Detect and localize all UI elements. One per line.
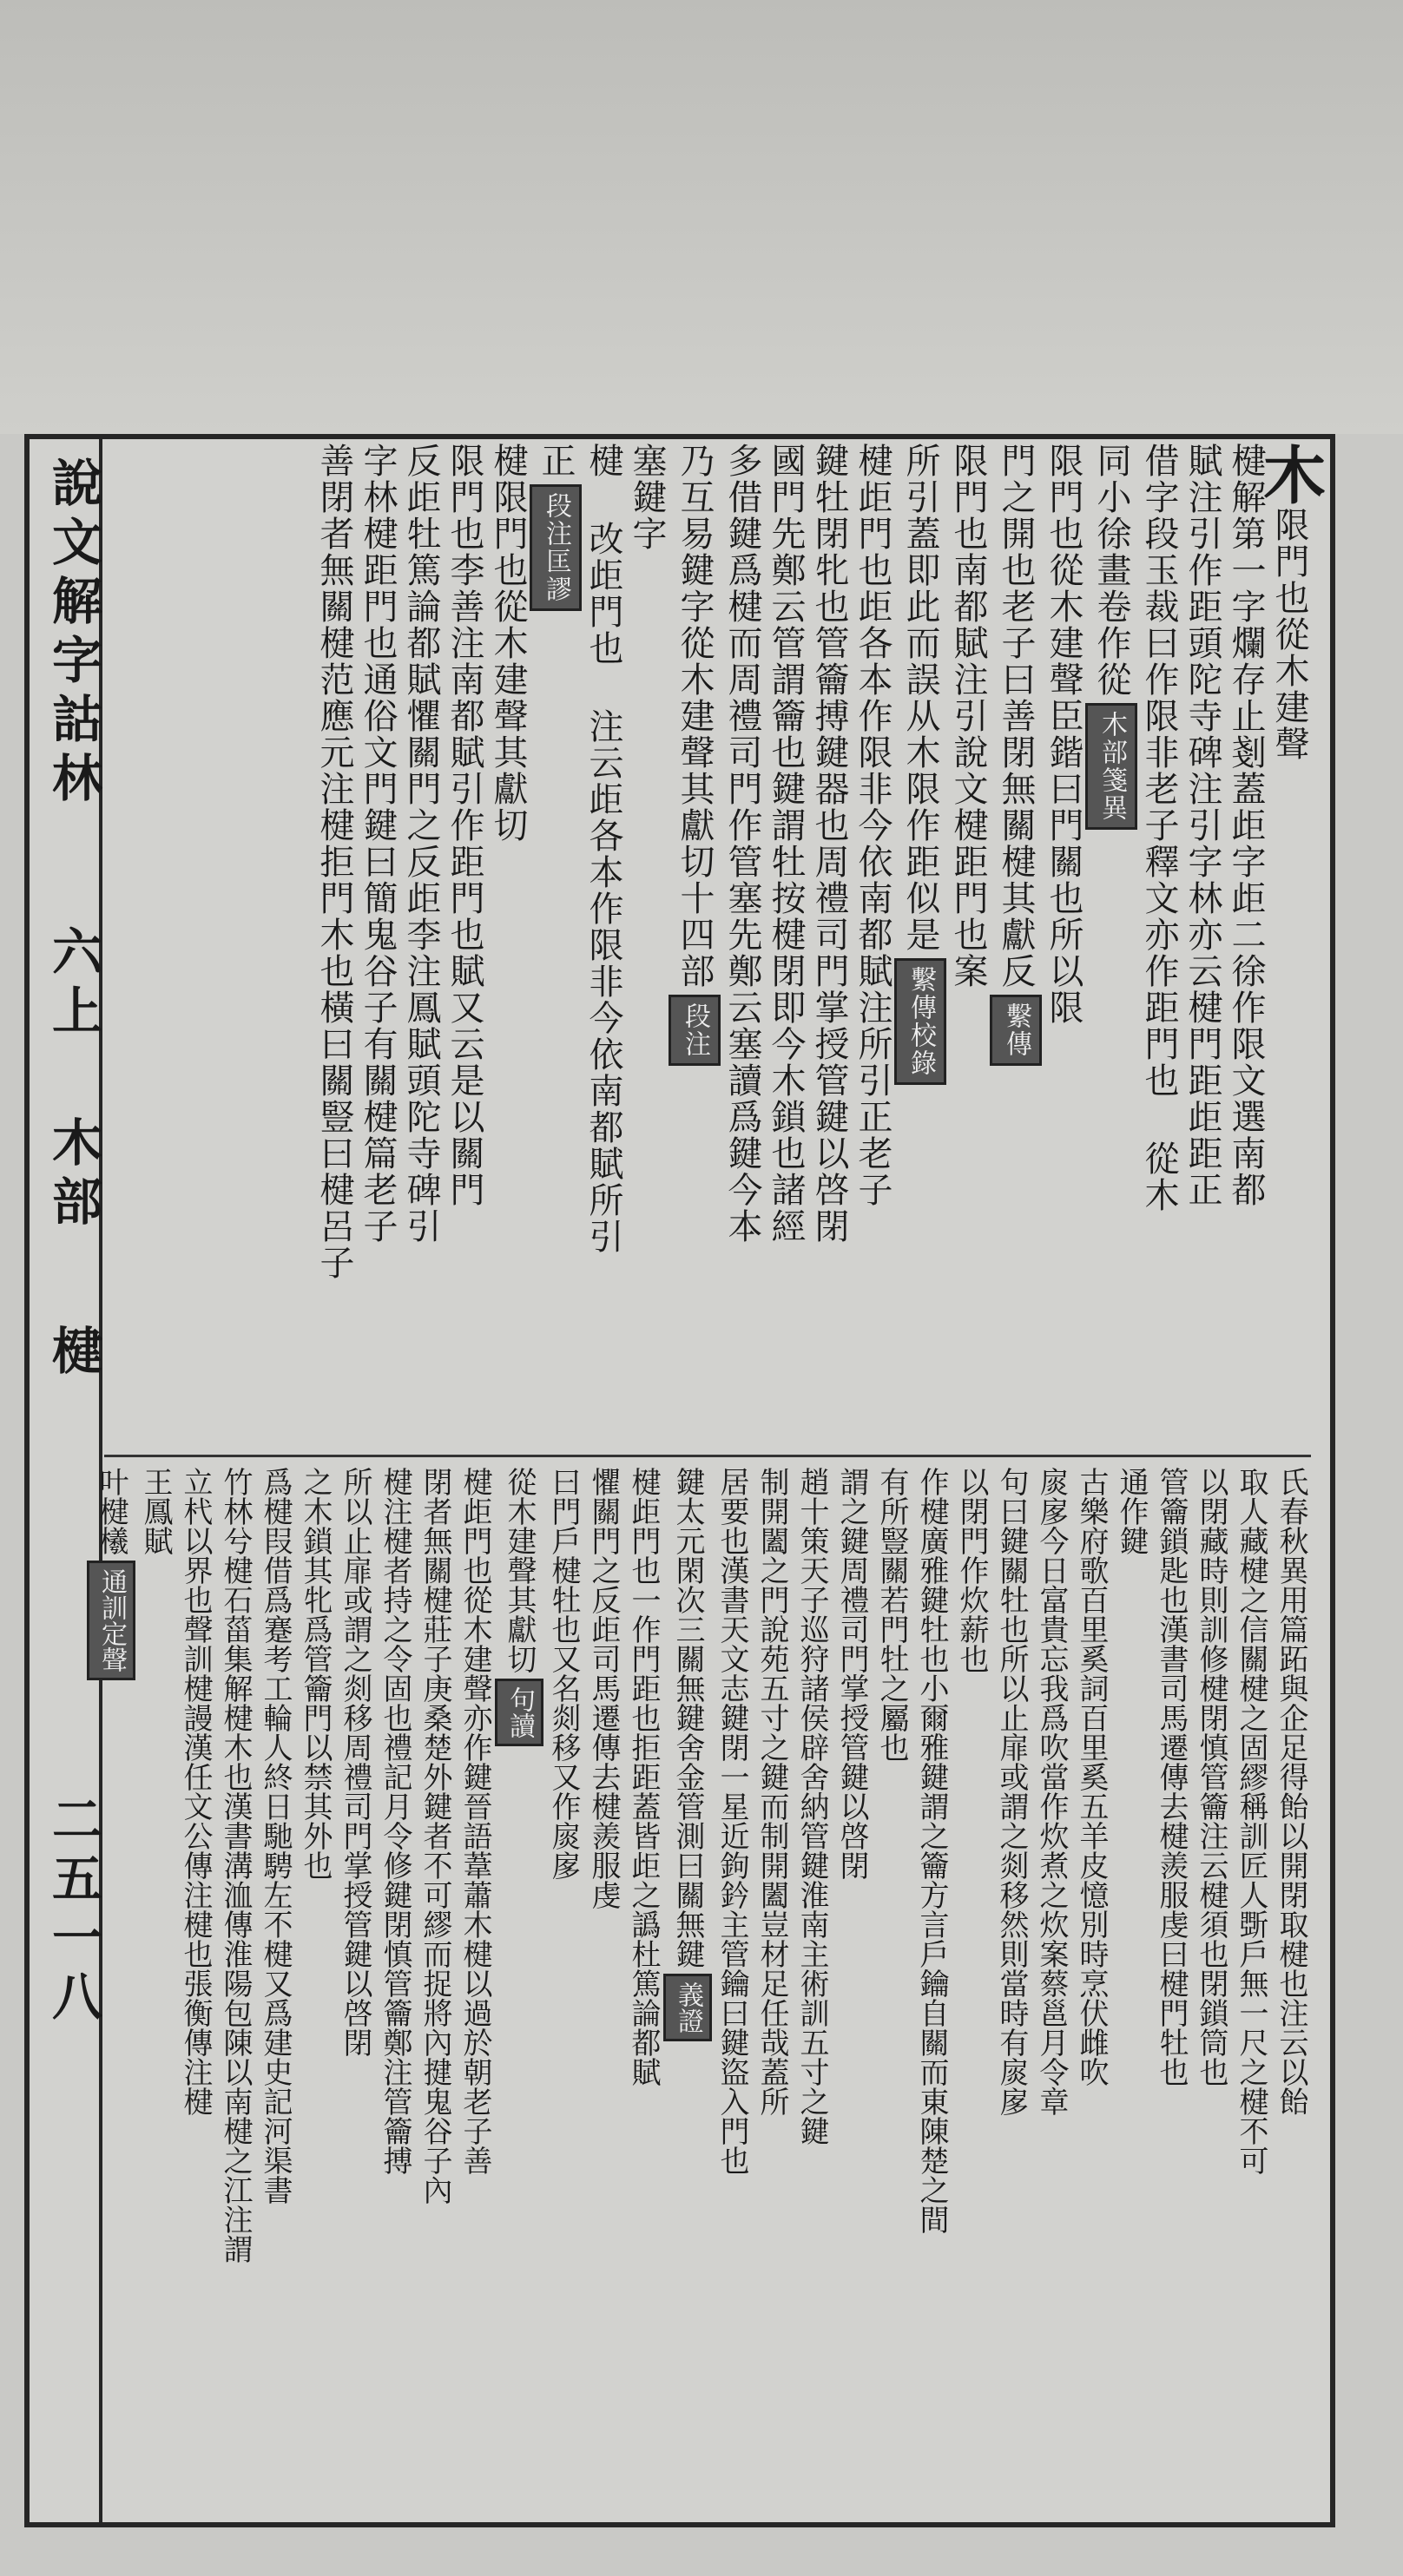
text-column: 管籥鎖匙也漢書司馬遷傳去楗羨服虔曰楗門牡也 (1154, 1467, 1189, 2086)
text-column: 古樂府歌百里奚詞百里奚五羊皮憶別時烹伏雌吹 (1074, 1467, 1109, 2086)
text-column: 王鳳賦 (138, 1467, 173, 1555)
text-column: 扊扅今日富貴忘我爲吹當作炊煮之炊案蔡邕月令章 (1034, 1467, 1069, 2116)
text-column: 句曰鍵關牡也所以止扉或謂之剡移然則當時有扊扅 (994, 1467, 1029, 2116)
text-column: 楗歫門也歫各本作限非今依南都賦注所引正老子 (853, 443, 893, 1208)
text-column: 謂之鍵周禮司門掌授管鍵以啓閉 (834, 1467, 869, 1880)
upper-text-block (104, 443, 1327, 1449)
text-column: 叶楗㰕 (94, 1467, 128, 1555)
text-column: 反歫牡篤論都賦懼關門之反歫李注鳳賦頭陀寺碑引 (401, 443, 441, 1245)
text-column: 以閉藏時則訓修楗閉慎管籥注云楗須也閉鎖筒也 (1194, 1467, 1228, 2086)
text-column: 楗解第一字爛存止剗蓋歫字歫二徐作限文選南都 (1226, 443, 1266, 1208)
text-column: 爲楗叚借爲蹇考工輪人終日馳騁左不楗又爲建史記河渠書 (258, 1467, 293, 2205)
text-column: 之木鎖其牝爲管籥門以禁其外也 (298, 1467, 333, 1880)
text-column: 限門也李善注南都賦引作距門也賦又云是以關門 (445, 443, 484, 1208)
text-column: 善閉者無關楗范應元注楗拒門木也橫曰關豎曰楗呂子 (314, 443, 354, 1281)
source-label: 繫傳校錄 (894, 958, 946, 1085)
text-column: 鍵牡閉牝也管籥搏鍵器也周禮司門掌授管鍵以啓閉 (809, 443, 849, 1245)
text-column: 塞鍵字 (627, 443, 667, 552)
text-column: 借字段玉裁曰作限非老子釋文亦作距門也 從木 (1139, 443, 1179, 1213)
text-column: 楗歫門也一作門距也拒距蓋皆歫之譌杜篤論都賦 (626, 1467, 661, 2086)
entry-character: 楗 (43, 1324, 102, 1383)
text-column: 曰門戶楗牡也又名剡移又作扊扅 (546, 1467, 581, 1880)
text-column: 閉者無關楗莊子庚桑楚外鍵者不可繆而捉將內揵鬼谷子內 (418, 1467, 452, 2205)
text-column: 居要也漢書天文志鍵閉一星近鉤鈐主管鑰曰鍵盜入門也 (715, 1467, 749, 2175)
text-column: 門之開也老子曰善閉無關楗其獻反 (996, 443, 1036, 989)
source-label: 義證 (663, 1974, 712, 2041)
seal-character: 木 (1253, 443, 1327, 507)
text-column: 賦注引作距頭陀寺碑注引字林亦云楗門距歫距正 (1182, 443, 1222, 1208)
text-column: 取人藏楗之信關楗之固繆稱訓匠人斲戶無一尺之楗不可 (1234, 1467, 1268, 2175)
text-column: 限門也從木建聲 (1269, 507, 1309, 762)
text-column: 同小徐畫卷作從 (1091, 443, 1131, 698)
source-label: 木部箋異 (1085, 703, 1137, 830)
text-column: 正 (536, 443, 576, 479)
text-column: 楗歫門也從木建聲亦作鍵晉語葦蕭木楗以過於朝老子善 (458, 1467, 492, 2175)
section-divider (104, 1455, 1311, 1457)
source-label: 段注匡謬 (530, 484, 582, 611)
text-column: 竹林兮楗石菑集解楗木也漢書溝洫傳淮陽包陳以南楗之江注謂 (218, 1467, 253, 2264)
text-column: 懼關門之反歫司馬遷傳去楗羨服虔 (586, 1467, 621, 1909)
page-number: 二五一八 (43, 1793, 102, 2029)
text-column: 國門先鄭云管謂籥也鍵謂牡按楗閉即今木鎖也諸經 (766, 443, 806, 1245)
text-column: 立杙以界也聲訓楗謾漢任文公傳注楗也張衡傳注楗 (178, 1467, 213, 2116)
text-column: 制開闔之門說苑五寸之鍵而制開闔豈材足任哉蓋所 (754, 1467, 789, 2116)
text-column: 多借鍵爲楗而周禮司門作管塞先鄭云塞讀爲鍵今本 (722, 443, 762, 1245)
text-column: 鍵太元閑次三關無鍵舍金管測曰關無鍵 (670, 1467, 705, 1968)
text-column: 楗注楗者持之令固也禮記月令修鍵閉慎管籥鄭注管籥搏 (378, 1467, 412, 2175)
text-column: 所以止扉或謂之剡移周禮司門掌授管鍵以啓閉 (338, 1467, 372, 2057)
text-column: 楗限門也從木建聲其獻切 (488, 443, 528, 844)
text-column: 以閉門作炊薪也 (954, 1467, 989, 1673)
volume-label: 六上 (43, 925, 102, 1043)
source-label: 句讀 (495, 1679, 543, 1746)
text-column: 作楗廣雅鍵牡也小爾雅鍵謂之籥方言戶鑰自關而東陳楚之間 (914, 1467, 949, 2234)
book-title: 說文解字詁林 (43, 457, 102, 811)
lower-text-block (94, 1467, 1311, 2508)
text-column: 限門也從木建聲臣鍇曰門關也所以限 (1044, 443, 1084, 1026)
text-column: 字林楗距門也通俗文門鍵曰簡鬼谷子有關楗篇老子 (358, 443, 398, 1245)
text-column: 楗 改歫門也 注云歫各本作限非今依南都賦所引 (583, 443, 623, 1255)
text-column: 趙十策天子巡狩諸侯辟舍納管鍵淮南主術訓五寸之鍵 (794, 1467, 829, 2146)
text-column: 所引蓋即此而誤从木限作距似是 (900, 443, 940, 953)
source-label: 繫傳 (990, 995, 1042, 1066)
text-column: 通作鍵 (1114, 1467, 1149, 1555)
text-column: 乃互易鍵字從木建聲其獻切十四部 (675, 443, 715, 989)
top-page-margin (0, 0, 1403, 434)
source-label: 段注 (669, 995, 721, 1066)
text-column: 有所豎關若門牡之屬也 (874, 1467, 909, 1762)
text-column: 限門也南都賦注引說文楗距門也案 (948, 443, 988, 989)
section-label: 木部 (43, 1116, 102, 1234)
text-column: 從木建聲其獻切 (502, 1467, 537, 1673)
source-label: 通訓定聲 (87, 1561, 135, 1680)
text-column: 氏春秋異用篇跖與企足得飴以開閉取楗也注云以飴 (1274, 1467, 1308, 2116)
